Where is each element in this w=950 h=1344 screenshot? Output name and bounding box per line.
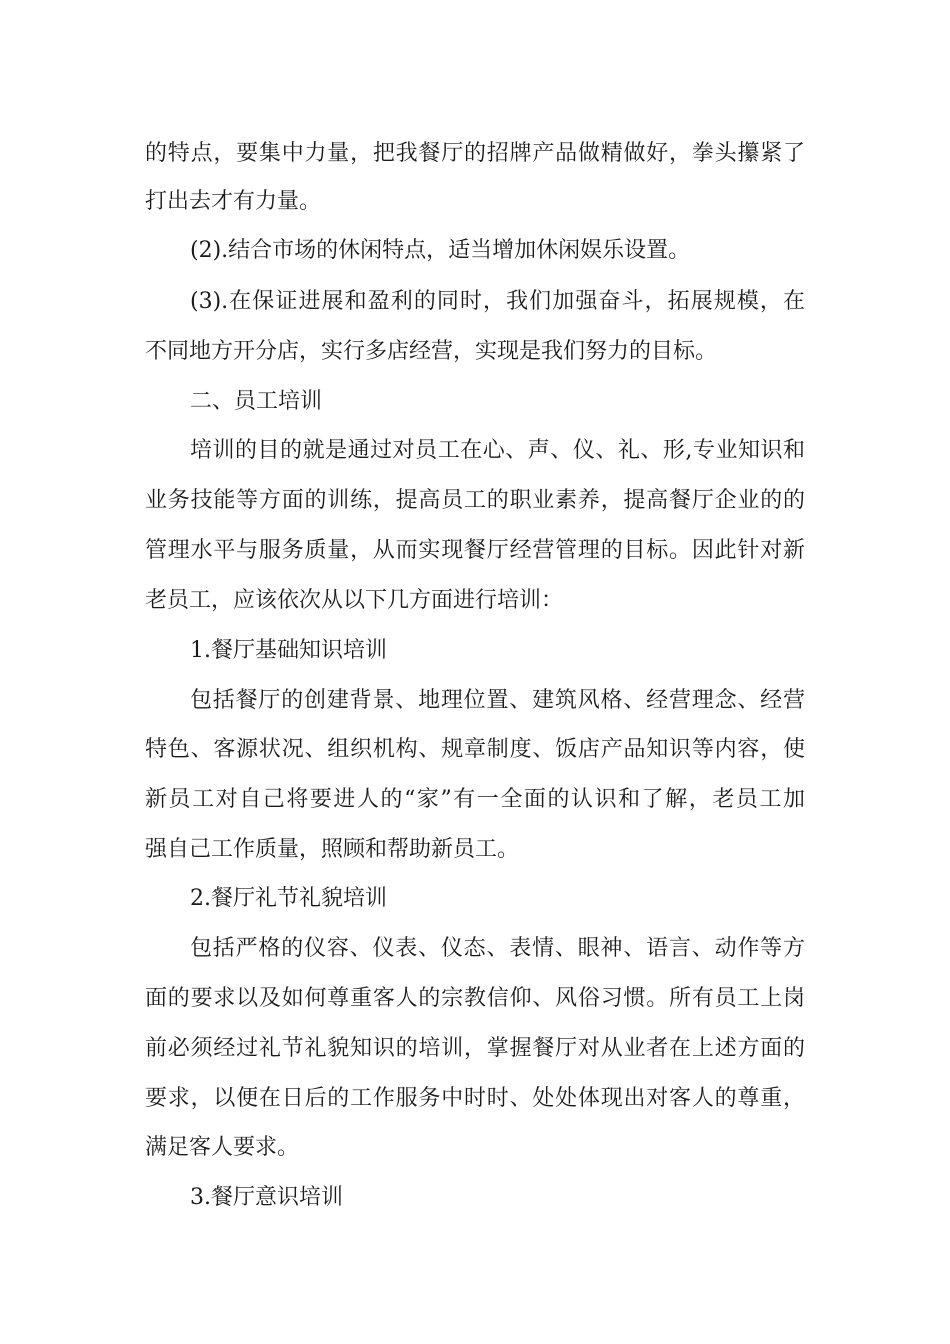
text-line: 满足客人要求。 — [145, 1135, 300, 1160]
subsection-heading: 2.餐厅礼节礼貌培训 — [190, 886, 387, 911]
text-line: 面的要求以及如何尊重客人的宗教信仰、风俗习惯。所有员工上岗 — [145, 986, 805, 1011]
section-heading: 二、员工培训 — [190, 389, 323, 414]
text-line: (3).在保证进展和盈利的同时，我们加强奋斗，拓展规模，在 — [190, 289, 805, 314]
text-line: 强自己工作质量，照顾和帮助新员工。 — [145, 837, 520, 862]
text-line: 管理水平与服务质量，从而实现餐厅经营管理的目标。因此针对新 — [145, 538, 805, 563]
subsection-heading: 1.餐厅基础知识培训 — [190, 638, 387, 663]
text-line: 特色、客源状况、组织机构、规章制度、饭店产品知识等内容，使 — [145, 737, 805, 762]
subsection-heading: 3.餐厅意识培训 — [190, 1185, 343, 1210]
text-line: (2).结合市场的休闲特点，适当增加休闲娱乐设置。 — [190, 238, 691, 263]
text-line: 包括餐厅的创建背景、地理位置、建筑风格、经营理念、经营 — [190, 688, 805, 713]
text-line: 业务技能等方面的训练，提高员工的职业素养，提高餐厅企业的的 — [145, 488, 805, 513]
text-line: 老员工，应该依次从以下几方面进行培训： — [145, 588, 564, 613]
text-line: 不同地方开分店，实行多店经营，实现是我们努力的目标。 — [145, 339, 718, 364]
text-line: 新员工对自己将要进人的“家”有一全面的认识和了解，老员工加 — [145, 787, 805, 812]
text-line: 要求，以便在日后的工作服务中时时、处处体现出对客人的尊重， — [145, 1086, 805, 1111]
text-line: 培训的目的就是通过对员工在心、声、仪、礼、形,专业知识和 — [190, 438, 805, 463]
text-line: 的特点，要集中力量，把我餐厅的招牌产品做精做好，拳头攥紧了 — [145, 141, 805, 166]
text-line: 打出去才有力量。 — [145, 189, 322, 214]
text-line: 包括严格的仪容、仪表、仪态、表情、眼神、语言、动作等方 — [190, 936, 805, 961]
text-line: 前必须经过礼节礼貌知识的培训，掌握餐厅对从业者在上述方面的 — [145, 1036, 805, 1061]
